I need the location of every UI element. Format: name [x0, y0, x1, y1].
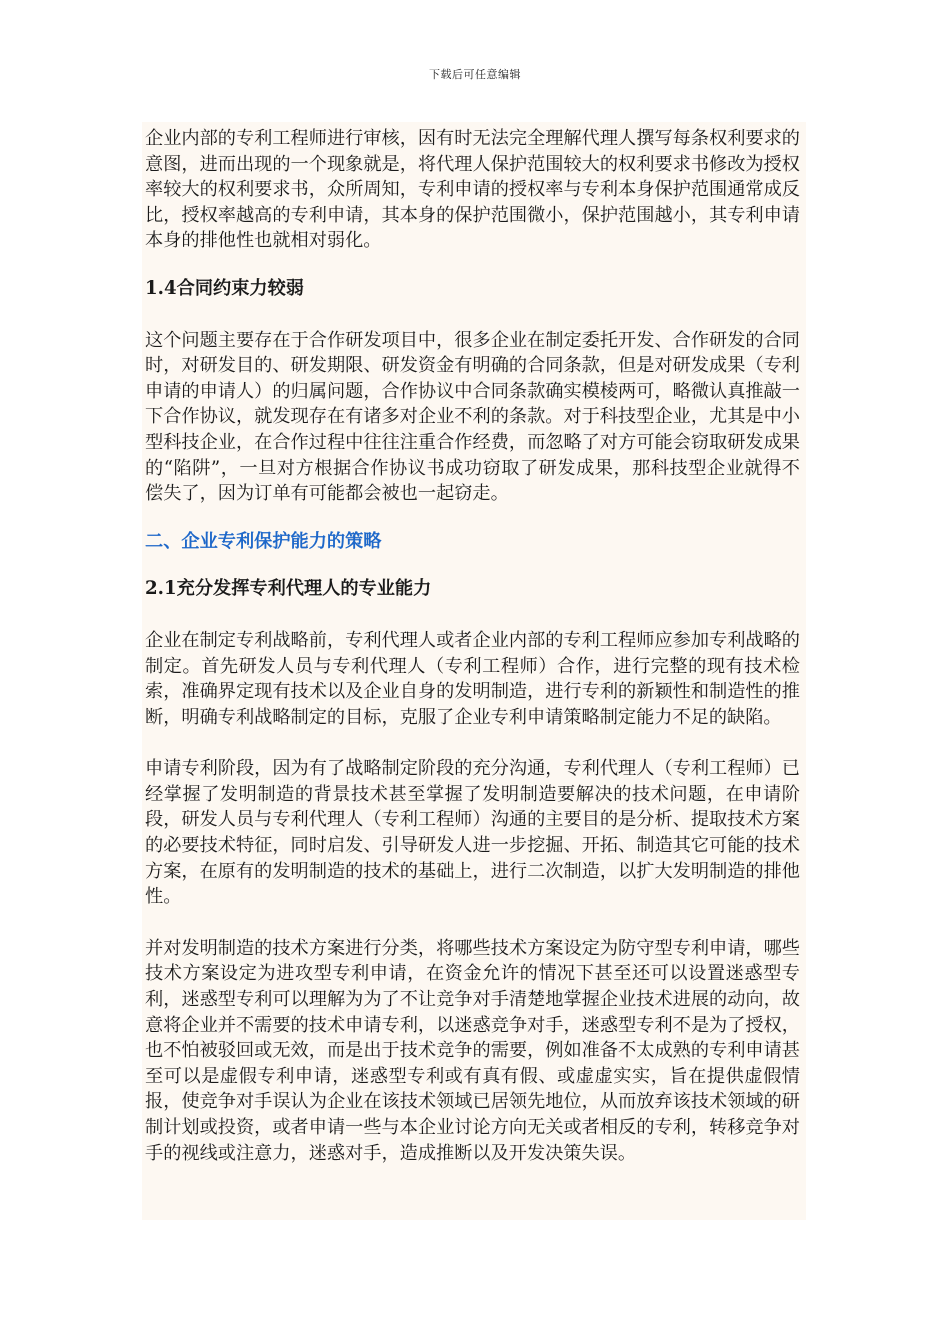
paragraph-classification: 并对发明制造的技术方案进行分类，将哪些技术方案设定为防守型专利申请，哪些技术方案设定为进攻型专利申请，在资金允许的情况下甚至还可以设置迷惑型专利，迷惑型专利可以理解为为了不让竞争对手清楚地掌握企业技术进展的动向，故意将企业并不需要的技术申请专利，以迷惑竞争对手，迷惑型专利不是为了授权，也不怕被驳回或无效，而是出于技术竞争的需要，例如准备不太成熟的专利申请甚至可以是虚假专利申请，迷惑型专利或有真有假、或虚虚实实，旨在提供虚假情报，使竞争对手误认为企业在该技术领域已居领先地位，从而放弃该技术领域的研制计划或投资，或者申请一些与本企业讨论方向无关或者相反的专利，转移竞争对手的视线或注意力，迷惑对手，造成推断以及开发决策失误。	[145, 937, 800, 1164]
document-body	[142, 122, 806, 1220]
section-heading-strategy: 二、企业专利保护能力的策略	[145, 530, 382, 552]
heading-1-4: 1.4合同约束力较弱	[145, 277, 304, 299]
page-header-note: 下载后可任意编辑	[429, 68, 521, 81]
heading-2-1: 2.1充分发挥专利代理人的专业能力	[145, 578, 432, 600]
paragraph-examination: 企业内部的专利工程师进行审核，因有时无法完全理解代理人撰写每条权利要求的意图，进而出现的一个现象就是，将代理人保护范围较大的权利要求书修改为授权率较大的权利要求书，众所周知，专利申请的授权率与专利本身保护范围通常成反比，授权率越高的专利申请，其本身的保护范围微小，保护范围越小，其专利申请本身的排他性也就相对弱化。	[145, 128, 800, 252]
paragraph-strategy-formulation: 企业在制定专利战略前，专利代理人或者企业内部的专利工程师应参加专利战略的制定。首先研发人员与专利代理人（专利工程师）合作，进行完整的现有技术检索，准确界定现有技术以及企业自身的发明制造，进行专利的新颖性和制造性的推断，明确专利战略制定的目标，克服了企业专利申请策略制定能力不足的缺陷。	[145, 629, 800, 728]
paragraph-application-stage: 申请专利阶段，因为有了战略制定阶段的充分沟通，专利代理人（专利工程师）已经掌握了发明制造的背景技术甚至掌握了发明制造要解决的技术问题，在申请阶段，研发人员与专利代理人（专利工程师）沟通的主要目的是分析、提取技术方案的必要技术特征，同时启发、引导研发人进一步挖掘、开拓、制造其它可能的技术方案，在原有的发明制造的技术的基础上，进行二次制造，以扩大发明制造的排他性。	[145, 758, 800, 908]
paragraph-contract: 这个问题主要存在于合作研发项目中，很多企业在制定委托开发、合作研发的合同时，对研发目的、研发期限、研发资金有明确的合同条款，但是对研发成果（专利申请的申请人）的归属问题，合作协议中合同条款确实模棱两可，略微认真推敲一下合作协议，就发现存在有诸多对企业不利的条款。对于科技型企业，尤其是中小型科技企业，在合作过程中往往注重合作经费，而忽略了对方可能会窃取研发成果的“陷阱”，一旦对方根据合作协议书成功窃取了研发成果，那科技型企业就得不偿失了，因为订单有可能都会被也一起窃走。	[145, 329, 800, 505]
